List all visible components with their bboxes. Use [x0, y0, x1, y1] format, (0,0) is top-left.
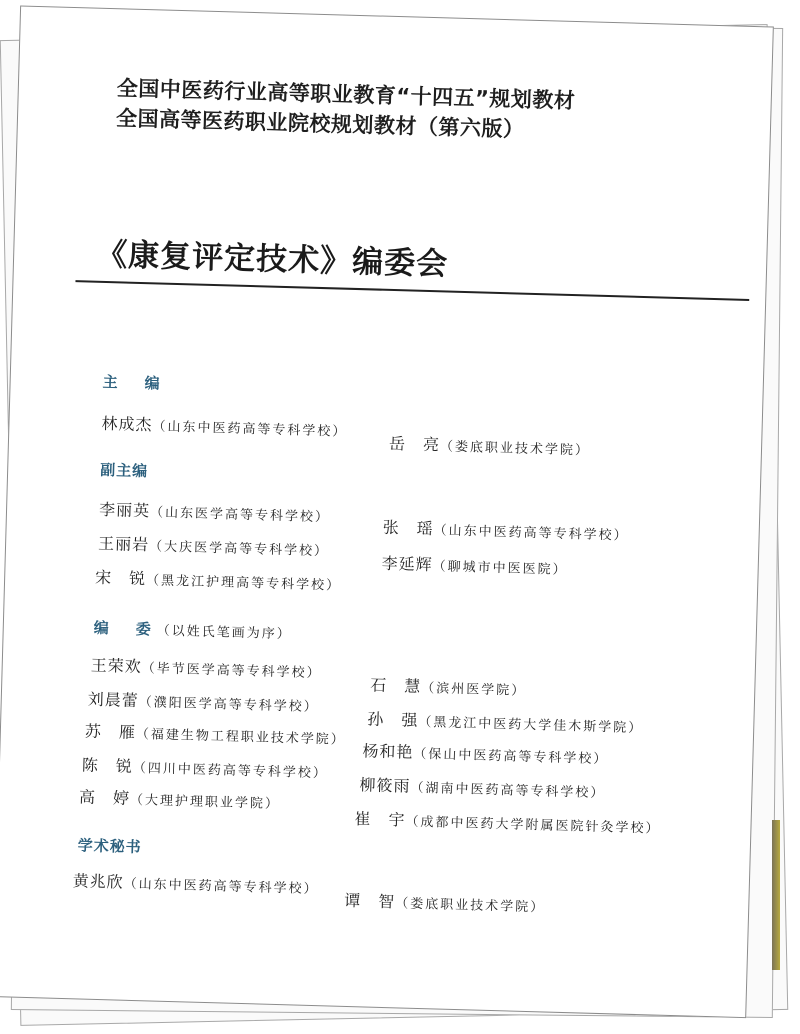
member-name: 王丽岩 — [97, 533, 150, 555]
member-name: 苏 雁 — [84, 721, 137, 742]
member-affiliation: （娄底职业技术学院） — [395, 896, 546, 916]
title-rule — [75, 280, 749, 301]
member-name: 张 瑶 — [382, 517, 434, 539]
editorial-board-entry — [88, 687, 320, 716]
editorial-board-label: 编 委 — [93, 618, 158, 639]
section-label-deputy-editor: 副主编 — [99, 460, 149, 481]
member-affiliation: （黑龙江中医药大学佳木斯学院） — [418, 714, 644, 737]
member-name: 岳 亮 — [388, 433, 441, 455]
deputy-editor-entry — [381, 551, 568, 579]
series-line-1: 全国中医药行业高等职业教育“十四五”规划教材 — [116, 76, 576, 114]
member-name: 王荣欢 — [90, 655, 143, 677]
editorial-board-entry — [359, 772, 606, 802]
secretary-entry — [344, 888, 546, 917]
member-affiliation: （四川中医药高等专科学校） — [132, 760, 329, 782]
member-name: 陈 锐 — [81, 755, 134, 776]
member-name: 杨和艳 — [362, 741, 414, 762]
deputy-editor-entry — [99, 497, 331, 526]
member-affiliation: （保山中医药高等专科学校） — [413, 746, 609, 768]
member-affiliation: （大庆医学高等专科学校） — [148, 539, 330, 560]
member-name: 刘晨蕾 — [87, 689, 140, 711]
member-affiliation: （聊城市中医医院） — [432, 559, 568, 578]
section-label-chief-editor: 主 编 — [102, 372, 166, 393]
chief-editor-entry — [389, 431, 591, 460]
member-affiliation: （大理护理职业学院） — [129, 792, 281, 813]
member-affiliation: （黑龙江护理高等专科学校） — [145, 573, 342, 594]
member-affiliation: （山东医学高等专科学校） — [149, 505, 331, 526]
deputy-editor-entry — [95, 565, 342, 595]
editorial-board-note: （以姓氏笔画为序） — [156, 623, 292, 643]
member-affiliation: （成都中医药大学附属医院针灸学校） — [405, 814, 661, 837]
member-name: 李丽英 — [98, 499, 151, 521]
member-name: 谭 智 — [344, 890, 396, 912]
member-affiliation: （濮阳医学高等专科学校） — [138, 695, 319, 716]
member-affiliation: （湖南中医药高等专科学校） — [410, 780, 606, 802]
member-name: 宋 锐 — [94, 567, 147, 589]
member-affiliation: （山东中医药高等专科学校） — [433, 523, 629, 544]
editorial-board-entry — [79, 784, 281, 813]
series-header — [116, 73, 576, 146]
member-affiliation: （山东中医药高等专科学校） — [152, 419, 348, 440]
editorial-board-entry — [370, 673, 527, 700]
member-name: 石 慧 — [370, 675, 422, 696]
member-name: 崔 宇 — [354, 809, 406, 830]
document-title: 《康复评定技术》编委会 — [95, 236, 449, 283]
member-name: 林成杰 — [101, 413, 153, 435]
editorial-board-entry — [85, 719, 347, 749]
member-name: 柳筱雨 — [359, 775, 411, 796]
member-name: 李延辉 — [381, 553, 433, 575]
member-affiliation: （滨州医学院） — [421, 680, 527, 699]
chief-editor-entry — [101, 411, 348, 441]
editorial-board-entry — [354, 806, 661, 838]
deputy-editor-entry — [382, 515, 629, 545]
secretary-entry — [72, 868, 319, 898]
member-name: 孙 强 — [367, 709, 419, 730]
editorial-board-entry — [367, 706, 644, 737]
member-affiliation: （山东中医药高等专科学校） — [123, 876, 319, 898]
member-name: 黄兆欣 — [72, 871, 124, 892]
member-affiliation: （福建生物工程职业技术学院） — [135, 726, 346, 748]
member-affiliation: （娄底职业技术学院） — [439, 439, 591, 459]
member-affiliation: （毕节医学高等专科学校） — [141, 661, 322, 682]
document-page — [0, 5, 774, 1018]
editorial-board-entry — [362, 738, 609, 768]
series-line-2: 全国高等医药职业院校规划教材（第六版） — [115, 106, 525, 142]
deputy-editor-entry — [98, 531, 330, 560]
paper-stack-edge — [772, 820, 780, 970]
member-name: 高 婷 — [78, 787, 131, 808]
editorial-board-entry — [90, 653, 322, 682]
editorial-board-entry — [82, 753, 329, 783]
section-label-secretary: 学术秘书 — [77, 836, 142, 857]
section-label-editorial-board — [94, 617, 293, 644]
